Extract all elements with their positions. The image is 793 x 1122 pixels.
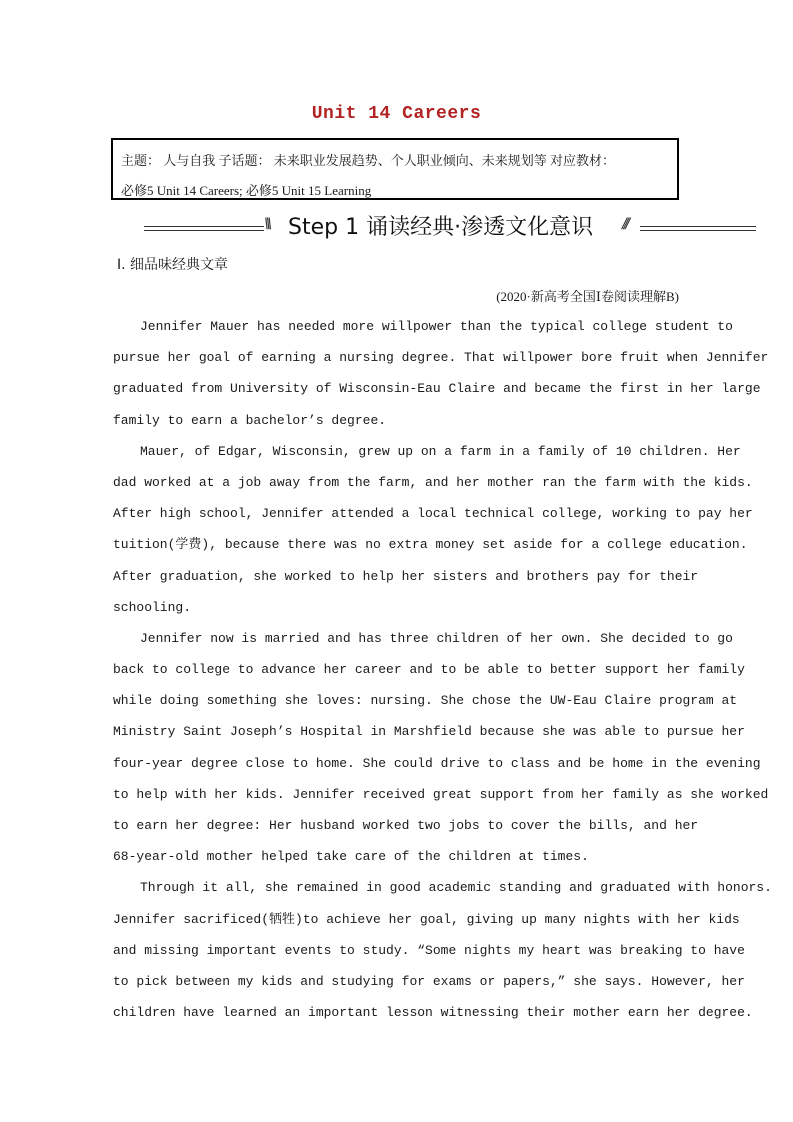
- article-body: [113, 311, 772, 1028]
- topic-info-box: [111, 138, 679, 200]
- text-line: while doing something she loves: nursing. She chose the UW-Eau Claire program at: [113, 693, 738, 709]
- page-title: Unit 14 Careers: [311, 104, 482, 124]
- banner-slashes-left: \\\: [264, 216, 270, 232]
- paragraph-3: [113, 623, 769, 873]
- text-line: four-year degree close to home. She could drive to class and be home in the evening: [113, 755, 761, 771]
- banner-rule-left: [144, 226, 264, 231]
- info-line-topic: 主题： 人与自我 子话题： 未来职业发展趋势、个人职业倾向、未来规划等 对应教材：: [121, 153, 616, 168]
- section-heading: Ⅰ. 细品味经典文章: [117, 257, 229, 273]
- text-line: tuition(学费), because there was no extra money set aside for a college education.: [113, 537, 748, 553]
- text-line: graduated from University of Wisconsin-Eau Claire and became the first in her large: [113, 381, 761, 397]
- paragraph-4: [113, 872, 772, 1028]
- text-line: Jennifer sacrificed(牺牲)to achieve her goal, giving up many nights with her kids: [113, 911, 740, 927]
- banner-slashes-right: ///: [622, 216, 628, 232]
- text-line: After high school, Jennifer attended a local technical college, working to pay her: [113, 506, 753, 522]
- paragraph-1: [113, 311, 769, 436]
- text-line: Ministry Saint Joseph’s Hospital in Marshfield because she was able to pursue her: [113, 724, 745, 740]
- text-line: Jennifer Mauer has needed more willpower than the typical college student to: [140, 319, 733, 334]
- info-line-textbook: 必修5 Unit 14 Careers; 必修5 Unit 15 Learning: [121, 183, 372, 198]
- text-line: dad worked at a job away from the farm, and her mother ran the farm with the kids.: [113, 474, 753, 490]
- text-line: Mauer, of Edgar, Wisconsin, grew up on a farm in a family of 10 children. Her: [140, 443, 741, 459]
- text-line: family to earn a bachelor’s degree.: [113, 412, 387, 428]
- text-line: children have learned an important lesson witnessing their mother earn her degree.: [113, 1005, 753, 1021]
- source-citation: (2020·新高考全国Ⅰ卷阅读理解B): [496, 289, 679, 304]
- text-line: to help with her kids. Jennifer received great support from her family as she worked: [113, 786, 769, 802]
- text-line: to pick between my kids and studying for exams or papers,” she says. However, her: [113, 973, 745, 989]
- text-line: pursue her goal of earning a nursing degree. That willpower bore fruit when Jennifer: [113, 350, 769, 366]
- banner-rule-right: [640, 226, 756, 231]
- paragraph-2: [113, 436, 753, 623]
- text-line: back to college to advance her career and to be able to better support her family: [113, 662, 745, 678]
- text-line: 68-year-old mother helped take care of the children at times.: [113, 849, 589, 865]
- text-line: Jennifer now is married and has three children of her own. She decided to go: [140, 630, 733, 646]
- text-line: After graduation, she worked to help her sisters and brothers pay for their: [113, 568, 699, 584]
- text-line: schooling.: [113, 599, 192, 615]
- text-line: and missing important events to study. “Some nights my heart was breaking to have: [113, 942, 745, 958]
- step-heading: Step 1 诵读经典·渗透文化意识: [288, 215, 594, 240]
- text-line: Through it all, she remained in good academic standing and graduated with honors.: [140, 880, 772, 896]
- text-line: to earn her degree: Her husband worked two jobs to cover the bills, and her: [113, 818, 699, 833]
- step-banner: [140, 210, 760, 244]
